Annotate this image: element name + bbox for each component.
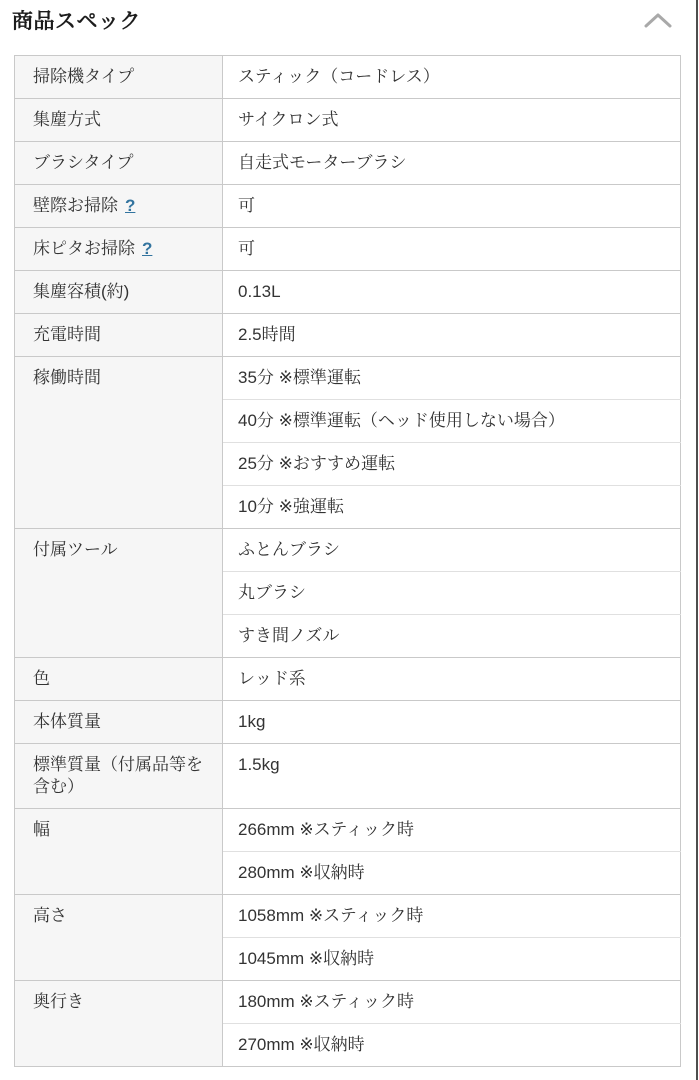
table-row bbox=[15, 271, 681, 314]
table-row bbox=[15, 56, 681, 99]
table-row bbox=[15, 357, 681, 400]
table-row bbox=[15, 658, 681, 701]
table-row bbox=[15, 185, 681, 228]
spec-label: 集塵方式 bbox=[33, 110, 101, 129]
spec-value-cell: 25分 ※おすすめ運転 bbox=[223, 443, 681, 486]
spec-label: 稼働時間 bbox=[33, 368, 101, 387]
spec-value-cell: 可 bbox=[223, 185, 681, 228]
table-row bbox=[15, 314, 681, 357]
spec-label-cell bbox=[15, 701, 223, 744]
spec-value-cell: 可 bbox=[223, 228, 681, 271]
spec-value-cell: 1058mm ※スティック時 bbox=[223, 895, 681, 938]
table-row bbox=[15, 142, 681, 185]
collapse-button[interactable] bbox=[641, 9, 675, 31]
spec-label-cell bbox=[15, 658, 223, 701]
right-edge-border bbox=[696, 0, 698, 1080]
spec-value-cell: スティック（コードレス） bbox=[223, 56, 681, 99]
table-row bbox=[15, 744, 681, 809]
spec-label: ブラシタイプ bbox=[33, 153, 134, 172]
spec-value-cell: 40分 ※標準運転（ヘッド使用しない場合） bbox=[223, 400, 681, 443]
chevron-up-icon bbox=[643, 11, 673, 29]
spec-label-cell bbox=[15, 744, 223, 809]
spec-table bbox=[14, 55, 681, 1067]
spec-value-cell: 1.5kg bbox=[223, 744, 681, 809]
spec-label-cell bbox=[15, 895, 223, 981]
spec-label: 壁際お掃除 bbox=[33, 196, 118, 215]
spec-label: 付属ツール bbox=[33, 540, 118, 559]
spec-value-cell: 180mm ※スティック時 bbox=[223, 981, 681, 1024]
spec-value-cell: 1045mm ※収納時 bbox=[223, 938, 681, 981]
spec-value-cell: すき間ノズル bbox=[223, 615, 681, 658]
page-title: 商品スペック bbox=[12, 10, 141, 33]
spec-value-cell: レッド系 bbox=[223, 658, 681, 701]
spec-label-cell bbox=[15, 271, 223, 314]
spec-label-cell bbox=[15, 56, 223, 99]
help-link[interactable]: ? bbox=[142, 239, 153, 258]
spec-header bbox=[0, 0, 699, 40]
spec-value-cell: サイクロン式 bbox=[223, 99, 681, 142]
spec-label: 本体質量 bbox=[33, 712, 101, 731]
spec-label: 幅 bbox=[33, 820, 50, 839]
help-link[interactable]: ? bbox=[125, 196, 136, 215]
spec-value-cell: 自走式モーターブラシ bbox=[223, 142, 681, 185]
table-row bbox=[15, 809, 681, 852]
spec-label-cell bbox=[15, 357, 223, 529]
spec-label: 掃除機タイプ bbox=[33, 67, 135, 86]
table-row bbox=[15, 895, 681, 938]
spec-label-cell bbox=[15, 529, 223, 658]
spec-table-body bbox=[15, 56, 681, 1067]
spec-value-cell: 35分 ※標準運転 bbox=[223, 357, 681, 400]
spec-value-cell: 270mm ※収納時 bbox=[223, 1024, 681, 1067]
table-row bbox=[15, 228, 681, 271]
spec-value-cell: 266mm ※スティック時 bbox=[223, 809, 681, 852]
spec-value-cell: ふとんブラシ bbox=[223, 529, 681, 572]
spec-value-cell: 0.13L bbox=[223, 271, 681, 314]
spec-value-cell: 2.5時間 bbox=[223, 314, 681, 357]
spec-label-cell bbox=[15, 981, 223, 1067]
spec-label: 高さ bbox=[33, 906, 67, 925]
spec-label: 集塵容積(約) bbox=[33, 282, 130, 301]
spec-label: 充電時間 bbox=[33, 325, 101, 344]
spec-value-cell: 10分 ※強運転 bbox=[223, 486, 681, 529]
spec-label-cell bbox=[15, 314, 223, 357]
table-row bbox=[15, 529, 681, 572]
spec-label-cell bbox=[15, 185, 223, 228]
spec-value-cell: 1kg bbox=[223, 701, 681, 744]
spec-label-cell bbox=[15, 809, 223, 895]
spec-label: 床ピタお掃除 bbox=[33, 239, 135, 258]
spec-label-cell bbox=[15, 142, 223, 185]
spec-label: 標準質量（付属品等を含む） bbox=[33, 755, 203, 796]
table-row bbox=[15, 99, 681, 142]
spec-label-cell bbox=[15, 228, 223, 271]
spec-label: 奥行き bbox=[33, 992, 84, 1011]
spec-value-cell: 丸ブラシ bbox=[223, 572, 681, 615]
spec-label-cell bbox=[15, 99, 223, 142]
table-row bbox=[15, 981, 681, 1024]
spec-value-cell: 280mm ※収納時 bbox=[223, 852, 681, 895]
spec-label: 色 bbox=[33, 669, 50, 688]
table-row bbox=[15, 701, 681, 744]
